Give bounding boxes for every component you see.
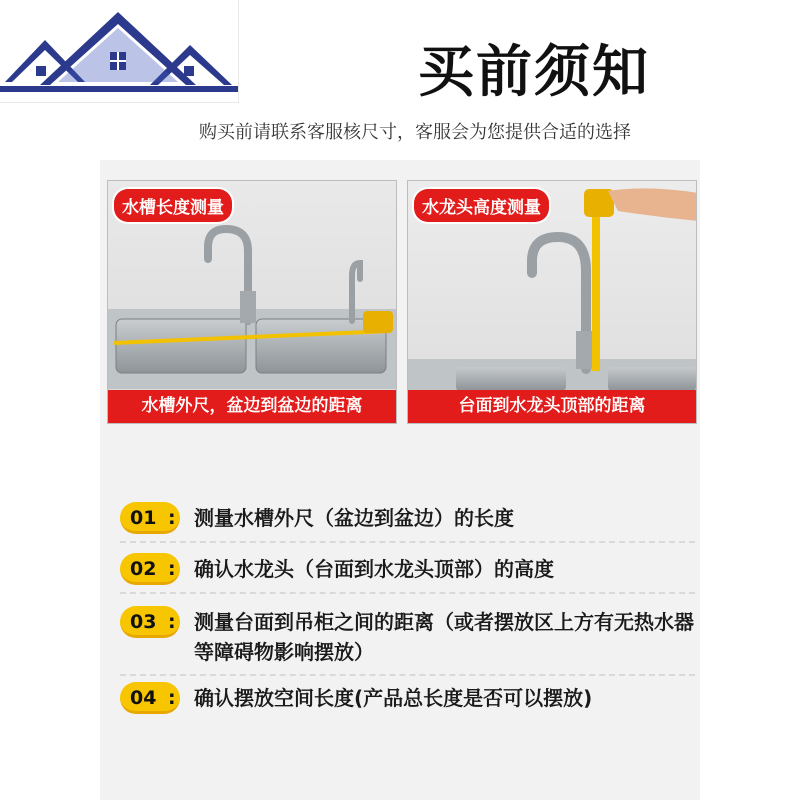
step-text: 测量台面到吊柜之间的距离（或者摆放区上方有无热水器等障碍物影响摆放） [194,610,694,664]
photo-caption: 台面到水龙头顶部的距离 [408,390,696,423]
step-number: 03 [130,611,157,633]
divider [120,541,695,543]
step-number: 02 [130,558,157,580]
photo-caption: 水槽外尺，盆边到盆边的距离 [108,390,396,423]
photo-tag: 水槽长度测量 [114,189,232,222]
step-text: 确认水龙头（台面到水龙头顶部）的高度 [194,557,554,581]
photo-tag: 水龙头高度测量 [414,189,549,222]
step-number: 01 [130,507,157,529]
step-text: 确认摆放空间长度(产品总长度是否可以摆放) [194,686,593,710]
step-number-badge [120,606,180,638]
step-colon: : [168,687,176,709]
page-title: 买前须知 [418,40,650,105]
divider [120,674,695,676]
step-colon: : [168,611,176,633]
brand-logo [0,0,239,103]
divider [120,592,695,594]
page-subtitle: 购买前请联系客服核尺寸，客服会为您提供合适的选择 [199,122,631,143]
faucet-height-photo [407,180,697,424]
step-colon: : [168,558,176,580]
step-number-badge [120,502,180,534]
step-number-badge [120,553,180,585]
step-colon: : [168,507,176,529]
sink-length-photo [107,180,397,424]
step-number: 04 [130,687,157,709]
house-roof-icon [0,0,238,102]
step-number-badge [120,682,180,714]
step-text: 测量水槽外尺（盆边到盆边）的长度 [194,506,514,530]
